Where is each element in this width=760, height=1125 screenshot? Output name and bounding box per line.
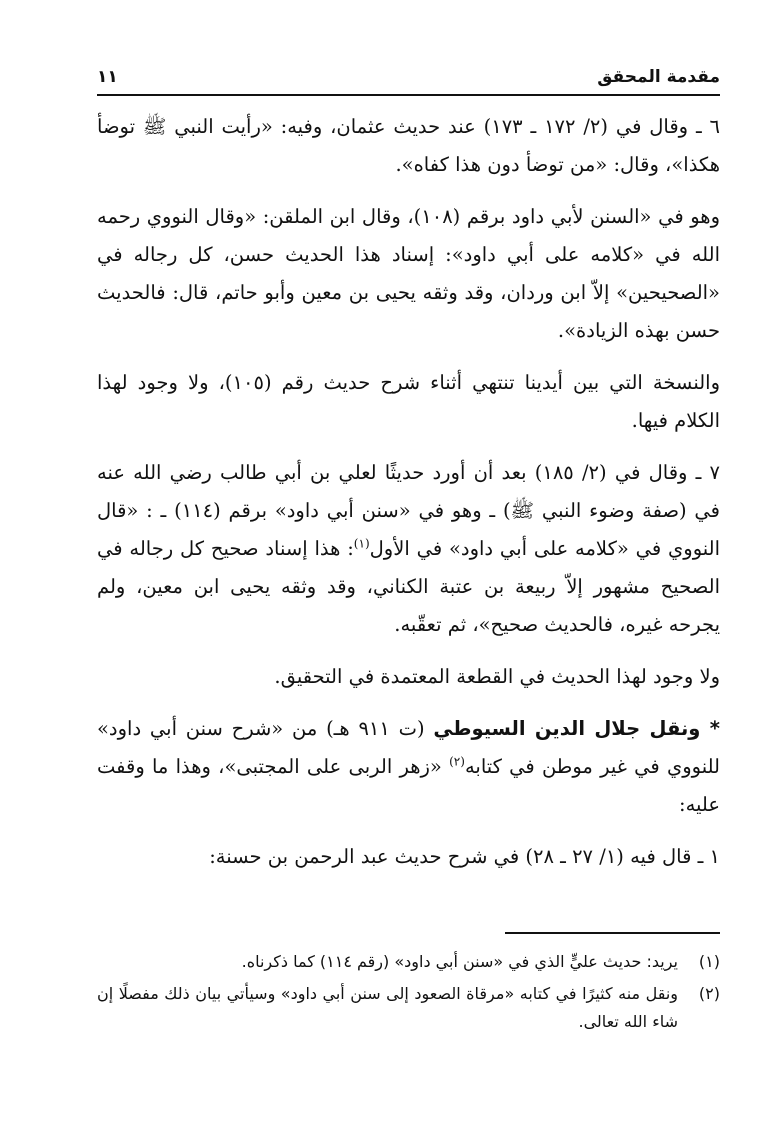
paragraph: ولا وجود لهذا الحديث في القطعة المعتمدة في التحقيق. [274, 665, 720, 688]
paragraph: وهو في «السنن لأبي داود برقم (١٠٨)، وقال ابن الملقن: «وقال النووي رحمه الله في «كلامه على أبي داود»: إسناد هذا الحديث حسن، كل رجاله في «الصحيحين» إلاّ ابن وردان، وقد وثقه يحيى بن معين وأبو حاتم، قال: فالحديث حسن بهذه الزيادة». [97, 205, 720, 342]
footnote-rule [505, 932, 720, 934]
main-text [97, 108, 720, 884]
page-number: ١١ [97, 67, 118, 87]
footnote-number: (٢) [698, 984, 720, 1003]
paragraph [97, 710, 720, 824]
paragraph: ١ ـ قال فيه (١/ ٢٧ ـ ٢٨) في شرح حديث عبد الرحمن بن حسنة: [209, 845, 720, 868]
footnotes [97, 948, 720, 1040]
footnote [97, 948, 720, 976]
paragraph: ٦ ـ وقال في (٢/ ١٧٢ ـ ١٧٣) عند حديث عثمان، وفيه: «رأيت النبي ﷺ توضأ هكذا»، وقال: «من توضأ دون هذا كفاه». [97, 115, 720, 176]
footnote-ref: (١) [353, 536, 370, 551]
paragraph-text: : هذا إسناد صحيح كل رجاله في الصحيح مشهور إلاّ ربيعة بن عتبة الكناني، وقد وثقه يحيى ابن معين، ولم يجرحه غيره، فالحديث صحيح»، ثم تعقّبه. [97, 537, 720, 636]
header-rule [97, 94, 720, 96]
footnote-text: يريد: حديث عليٍّ الذي في «سنن أبي داود» (رقم ١١٤) كما ذكرناه. [241, 952, 678, 971]
paragraph-text: (ت ٩١١ هـ) من «شرح سنن أبي داود» للنووي في غير موطن في كتابه [97, 717, 720, 778]
footnote-ref: (٢) [449, 754, 465, 769]
page-header [97, 62, 720, 92]
paragraph-text: «زهر الربى على المجتبى»، وهذا ما وقفت عليه: [97, 755, 720, 816]
footnote-text: ونقل منه كثيرًا في كتابه «مرقاة الصعود إلى سنن أبي داود» وسيأتي بيان ذلك مفصلًا إن شاء الله تعالى. [97, 984, 678, 1031]
running-title: مقدمة المحقق [597, 67, 720, 87]
paragraph [97, 454, 720, 644]
footnote-number: (١) [698, 952, 720, 971]
paragraph-text: ٧ ـ وقال في (٢/ ١٨٥) بعد أن أورد حديثًا لعلي بن أبي طالب رضي الله عنه في (صفة وضوء النبي ﷺ) ـ وهو في «سنن أبي داود» برقم (١١٤) ـ : «قال النووي في «كلامه على أبي داود» في الأول [97, 461, 721, 560]
paragraph: والنسخة التي بين أيدينا تنتهي أثناء شرح حديث رقم (١٠٥)، ولا وجود لهذا الكلام فيها. [97, 371, 720, 432]
footnote [97, 980, 720, 1036]
bold-heading: * ونقل جلال الدين السيوطي [433, 717, 720, 740]
